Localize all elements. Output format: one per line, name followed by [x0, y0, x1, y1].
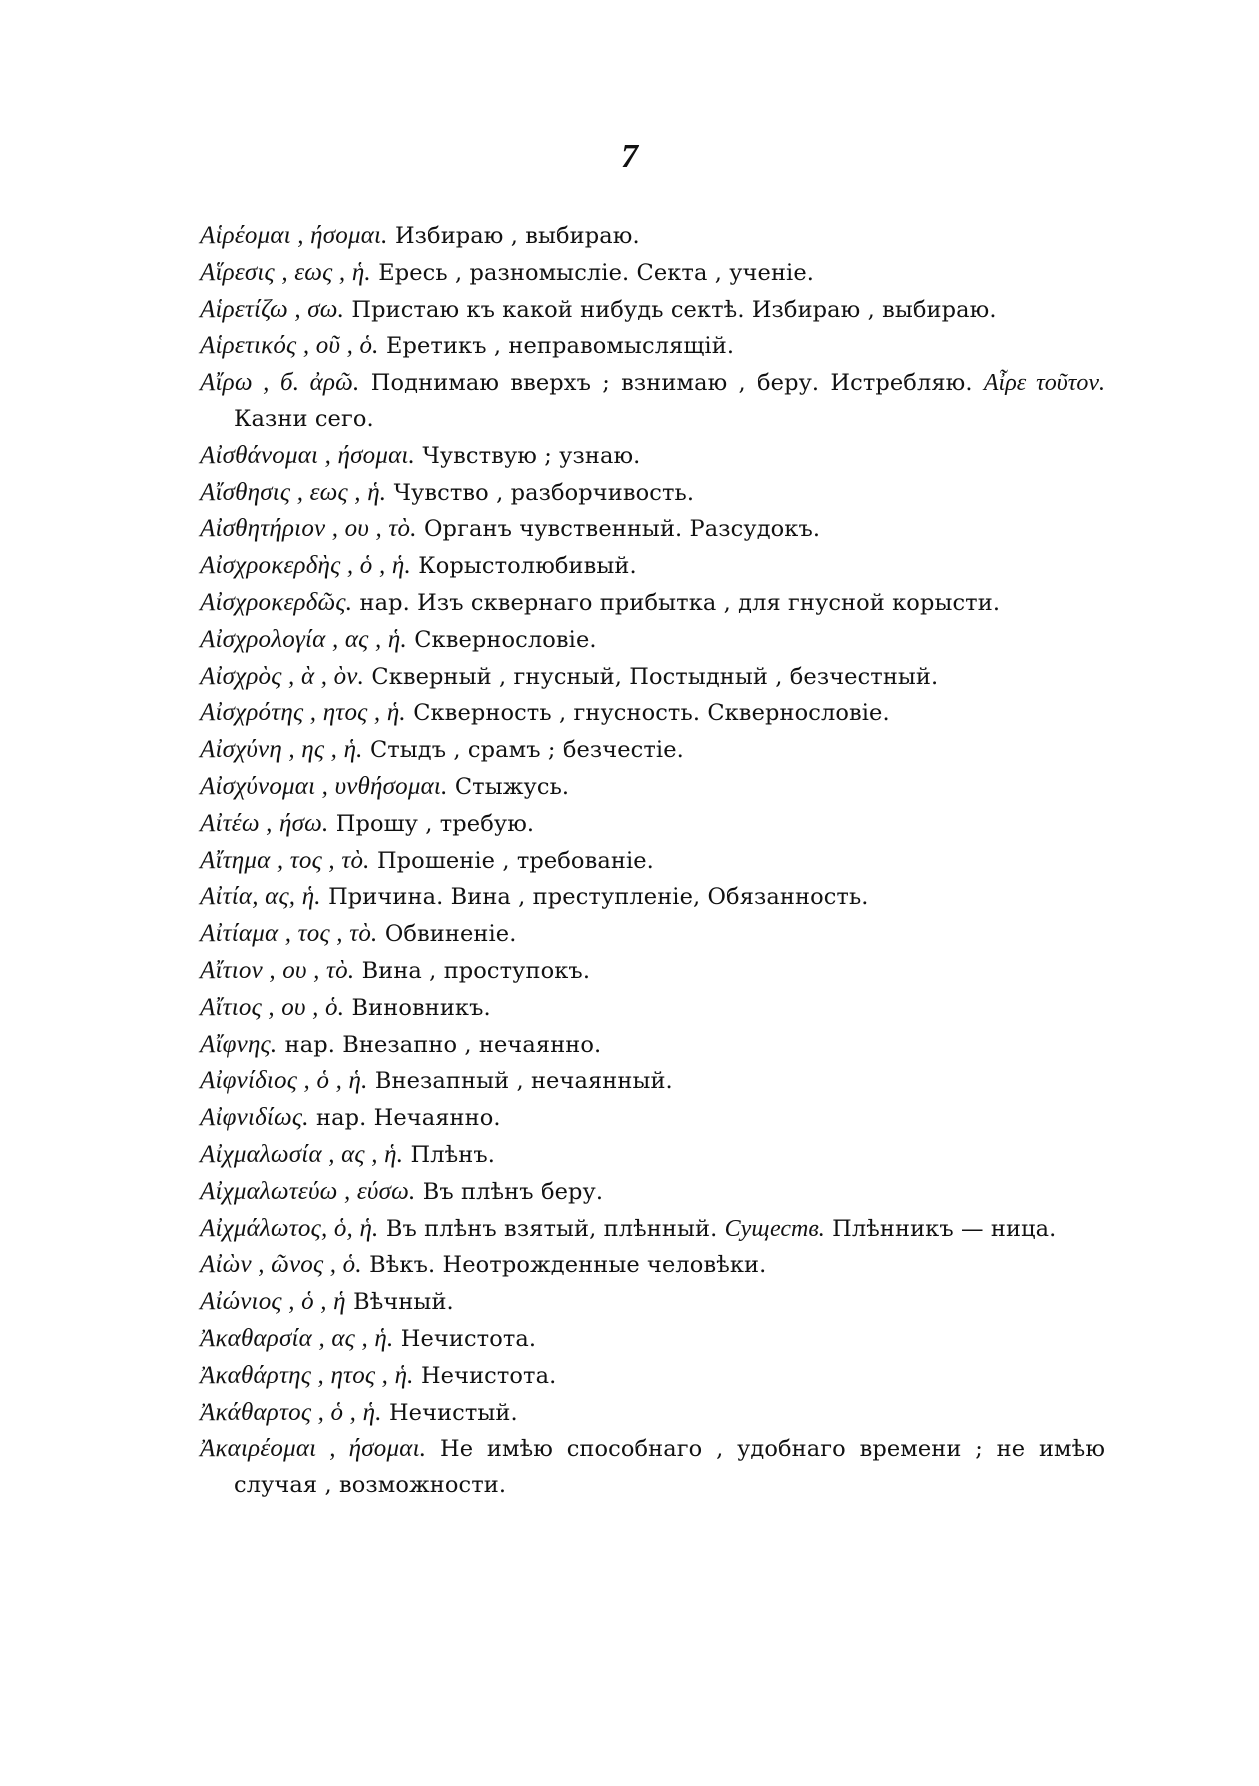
definition: Нечистота. [420, 1362, 557, 1389]
definition: Прошу , требую. [335, 810, 535, 837]
definition: Вѣкъ. Неотрожденные человѣки. [369, 1252, 767, 1279]
greek-headword: Αἰσθάνομαι , ήσομαι. [200, 441, 416, 469]
greek-headword: Αἴφνης. [200, 1030, 278, 1058]
definition: Сквернословіе. [414, 626, 597, 653]
greek-headword: Αἰφνιδίως. [200, 1104, 309, 1132]
dictionary-entry [200, 1137, 1105, 1174]
dictionary-entry [200, 659, 1105, 696]
greek-headword: Αἰσθητήριον , ου , τὸ. [200, 515, 417, 543]
greek-headword: Αἰτίαμα , τος , τὸ. [200, 920, 378, 948]
greek-headword: Αἰσχρὸς , ὰ , ὸν. [200, 662, 365, 690]
greek-headword: Αἵρεσις , εως , ἡ. [200, 258, 371, 286]
dictionary-entry [200, 1247, 1105, 1284]
dictionary-entry [200, 806, 1105, 843]
definition: Въ плѣнъ беру. [422, 1178, 604, 1205]
dictionary-entry [200, 990, 1105, 1027]
dictionary-entry [200, 292, 1105, 329]
dictionary-entry [200, 732, 1105, 769]
definition: Стыдъ , срамъ ; безчестіе. [369, 737, 684, 764]
dictionary-entry [200, 548, 1105, 585]
dictionary-entry [200, 1321, 1105, 1358]
definition: Не имѣю способнаго , удобнаго времени ; не имѣю случая , возможности. [234, 1436, 1106, 1499]
definition: Чувство , разборчивость. [393, 479, 695, 506]
definition: Нечистый. [388, 1399, 518, 1426]
greek-headword: Αἰὼν , ῶνος , ὁ. [200, 1251, 362, 1279]
page-number: 7 [621, 138, 638, 175]
definition: Еретикъ , неправомыслящій. [385, 333, 735, 360]
greek-headword: Αἰχμάλωτος, ὁ, ἡ. [200, 1214, 379, 1242]
greek-headword: Αἴρω , б. ἀρῶ. [200, 369, 360, 397]
greek-headword: Αἴσθησις , εως , ἡ. [200, 478, 387, 506]
dictionary-entry [200, 1027, 1105, 1064]
definition: Прошеніе , требованіе. [376, 847, 654, 874]
dictionary-entry [200, 1063, 1105, 1100]
greek-headword: Αἱρετίζω , σω. [200, 295, 345, 323]
definition: Обвиненіе. [384, 921, 517, 948]
greek-headword: Αἰσχροκερδὴς , ὁ , ἡ. [200, 552, 411, 580]
greek-headword: Ἀκαθάρτης , ητος , ἡ. [200, 1361, 414, 1389]
dictionary-entry [200, 255, 1105, 292]
definition: Скверный , гнусный, Постыдный , безчестный. [371, 663, 939, 690]
greek-headword: Αἰσχύνομαι , υνθήσομαι. [200, 772, 448, 800]
definition: Органъ чувственный. Разсудокъ. [424, 516, 821, 543]
definition: нар. Нечаянно. [316, 1105, 501, 1132]
dictionary-entry [200, 769, 1105, 806]
dictionary-entry [200, 475, 1105, 512]
dictionary-entry [200, 365, 1105, 438]
greek-headword: Αἰτέω , ήσω. [200, 809, 329, 837]
definition: Поднимаю вверхъ ; взнимаю , беру. Истребляю. [370, 370, 973, 397]
dictionary-entry [200, 843, 1105, 880]
greek-headword: Ἀκαθαρσία , ας , ἡ. [200, 1324, 394, 1352]
definition: Вѣчный. [353, 1289, 454, 1316]
greek-phrase: Αἶρε τοῦτον. [983, 370, 1106, 397]
definition: Стыжусь. [454, 773, 570, 800]
dictionary-entry [200, 953, 1105, 990]
dictionary-entry [200, 695, 1105, 732]
dictionary-entry [200, 1431, 1105, 1504]
dictionary-entry [200, 1395, 1105, 1432]
definition: Причина. Вина , преступленіе, Обязанность. [328, 884, 869, 911]
dictionary-entry [200, 916, 1105, 953]
dictionary-entry [200, 1284, 1105, 1321]
greek-headword: Αἰχμαλωτεύω , εύσω. [200, 1177, 416, 1205]
dictionary-entry [200, 1211, 1105, 1248]
definition: Избираю , выбираю. [394, 223, 640, 249]
dictionary-entry [200, 879, 1105, 916]
greek-headword: Ἀκαιρέομαι , ήσομαι. [200, 1435, 427, 1463]
definition: Скверность , гнусность. Сквернословіе. [413, 700, 890, 727]
grammar-note: Существ. [724, 1215, 825, 1242]
definition: Корыстолюбивый. [418, 553, 637, 580]
dictionary-entry [200, 328, 1105, 365]
greek-headword: Αἰσχροκερδῶς. [200, 588, 353, 616]
greek-headword: Αἰσχύνη , ης , ἡ. [200, 736, 363, 764]
dictionary-entry [200, 1358, 1105, 1395]
definition: Пристаю къ какой нибудь сектѣ. Избираю , выбираю. [351, 296, 997, 323]
definition-continued: Казни сего. [234, 405, 374, 432]
dictionary-entry [200, 1100, 1105, 1137]
greek-headword: Αἰσχρότης , ητος , ἡ. [200, 699, 406, 727]
definition: нар. Внезапно , нечаянно. [284, 1031, 602, 1058]
greek-headword: Αἱρετικός , οῦ , ὁ. [200, 332, 379, 360]
greek-headword: Αἰώνιος , ὁ , ἡ [200, 1288, 346, 1316]
definition: Нечистота. [400, 1325, 537, 1352]
definition: Чувствую ; узнаю. [422, 442, 641, 469]
definition: Вина , проступокъ. [361, 957, 591, 984]
definition: Въ плѣнъ взятый, плѣнный. [385, 1215, 718, 1242]
greek-headword: Ἀκάθαρτος , ὁ , ἡ. [200, 1398, 382, 1426]
dictionary-entry [200, 218, 1105, 255]
definition: Внезапный , нечаянный. [374, 1068, 673, 1095]
dictionary-entry [200, 511, 1105, 548]
dictionary-entry [200, 438, 1105, 475]
greek-headword: Αἴτιον , ου , τὸ. [200, 956, 355, 984]
greek-headword: Αἴτημα , τος , τὸ. [200, 846, 370, 874]
dictionary-entry [200, 585, 1105, 622]
definition: нар. Изъ сквернаго прибытка , для гнусной корысти. [359, 589, 1001, 616]
greek-headword: Αἱρέομαι , ήσομαι. [200, 222, 388, 249]
greek-headword: Αἰσχρολογία , ας , ἡ. [200, 625, 407, 653]
greek-headword: Αἴτιος , ου , ὁ. [200, 993, 345, 1021]
definition-continued: Плѣнникъ — ница. [832, 1215, 1057, 1242]
greek-headword: Αἰχμαλωσία , ας , ἡ. [200, 1140, 404, 1168]
greek-headword: Αἰτία, ας, ἡ. [200, 883, 321, 911]
dictionary-entry [200, 1174, 1105, 1211]
definition: Ересь , разномысліе. Секта , ученіе. [378, 259, 815, 286]
definition: Плѣнъ. [410, 1141, 496, 1168]
dictionary-entries [200, 218, 1105, 1504]
definition: Виновникъ. [351, 994, 491, 1021]
dictionary-entry [200, 622, 1105, 659]
greek-headword: Αἰφνίδιος , ὁ , ἡ. [200, 1067, 368, 1095]
